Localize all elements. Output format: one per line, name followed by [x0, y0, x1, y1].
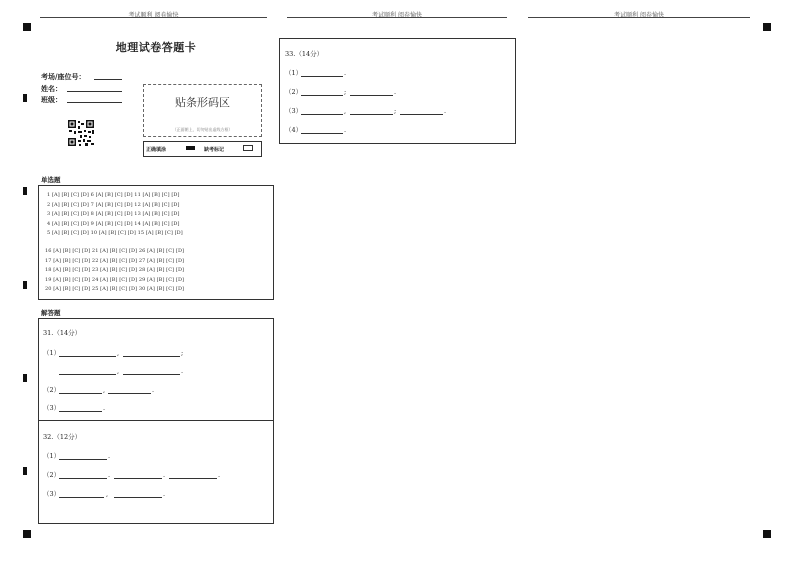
separator: ; [394, 107, 397, 115]
barcode-title: 贴条形码区 [175, 96, 230, 109]
question-31-title: 31.（14分） [43, 329, 82, 337]
side-mark [23, 187, 27, 195]
q31-part-2-label: （2） [43, 386, 61, 394]
corner-mark-top-right [763, 23, 771, 31]
q32-answer-line[interactable] [59, 497, 104, 498]
q31-answer-line[interactable] [59, 374, 116, 375]
separator: , [103, 386, 106, 394]
q33-answer-line[interactable] [301, 114, 343, 115]
separator: , [106, 490, 109, 498]
fill-legend [143, 141, 262, 157]
separator: . [394, 88, 397, 96]
q32-answer-line[interactable] [59, 478, 107, 479]
side-mark [23, 281, 27, 289]
separator: . [344, 126, 347, 134]
class-label: 班级： [41, 95, 62, 104]
separator: , [117, 367, 120, 375]
mc-row[interactable]: 2 [A] [B] [C] [D] 7 [A] [B] [C] [D] 12 [A] [B] [C] [D] [47, 201, 180, 208]
side-mark [23, 94, 27, 102]
q33-part-1-label: （1） [285, 69, 303, 77]
separator: , [344, 107, 347, 115]
q31-answer-line[interactable] [59, 356, 116, 357]
q31-answer-line[interactable] [108, 393, 151, 394]
question-33-title: 33.（14分） [285, 50, 324, 58]
absent-mark-box[interactable] [243, 145, 253, 151]
question-31-box [38, 318, 274, 421]
q32-part-3-label: （3） [43, 490, 61, 498]
q31-answer-line[interactable] [123, 374, 180, 375]
absent-mark-label: 缺考标记 [204, 147, 225, 153]
name-field[interactable] [67, 91, 122, 92]
header-text-1: 考试顺利 阅卷愉快 [128, 12, 179, 19]
corner-mark-bottom-left [23, 530, 31, 538]
q32-answer-line[interactable] [169, 478, 217, 479]
header-line-1 [40, 17, 267, 18]
separator: . [103, 404, 106, 412]
separator: . [444, 107, 447, 115]
q31-part-3-label: （3） [43, 404, 61, 412]
section-label-single-choice: 单选题 [41, 176, 61, 184]
q32-answer-line[interactable] [59, 459, 107, 460]
side-mark [23, 374, 27, 382]
q33-part-4-label: （4） [285, 126, 303, 134]
barcode-note: （正面朝上，切勿贴出虚线方框） [172, 127, 233, 132]
q31-part-1-label: （1） [43, 349, 61, 357]
header-text-2: 考试顺利 阅卷愉快 [372, 12, 422, 19]
q33-answer-line[interactable] [350, 95, 393, 96]
separator: . [163, 471, 166, 479]
separator: . [108, 471, 111, 479]
seat-number-field[interactable] [94, 79, 122, 80]
separator: . [152, 386, 155, 394]
question-32-box [38, 420, 274, 524]
class-field[interactable] [67, 102, 122, 103]
q32-answer-line[interactable] [114, 497, 162, 498]
section-label-answer: 解答题 [41, 309, 61, 317]
seat-number-label: 考场/座位号： [41, 72, 86, 81]
q33-answer-line[interactable] [301, 133, 343, 134]
single-choice-box [38, 185, 274, 300]
q33-answer-line[interactable] [301, 76, 343, 77]
q33-answer-line[interactable] [350, 114, 393, 115]
corner-mark-top-left [23, 23, 31, 31]
header-line-3 [528, 17, 750, 18]
q31-answer-line[interactable] [123, 356, 180, 357]
mc-row[interactable]: 4 [A] [B] [C] [D] 9 [A] [B] [C] [D] 14 [A] [B] [C] [D] [47, 220, 180, 227]
question-32-title: 32.（12分） [43, 433, 82, 441]
q33-answer-line[interactable] [400, 114, 443, 115]
mc-row[interactable]: 19 [A] [B] [C] [D] 24 [A] [B] [C] [D] 29 [A] [B] [C] [D] [45, 276, 185, 283]
separator: . [218, 471, 221, 479]
mc-row[interactable]: 1 [A] [B] [C] [D] 6 [A] [B] [C] [D] 11 [A] [B] [C] [D] [47, 192, 180, 198]
corner-mark-bottom-right [763, 530, 771, 538]
q32-part-1-label: （1） [43, 452, 61, 460]
question-33-box [279, 38, 516, 144]
separator: . [181, 367, 184, 375]
q32-answer-line[interactable] [114, 478, 162, 479]
mc-row[interactable]: 5 [A] [B] [C] [D] 10 [A] [B] [C] [D] 15 [A] [B] [C] [D] [47, 230, 183, 236]
q32-part-2-label: （2） [43, 471, 61, 479]
correct-fill-sample [186, 146, 195, 150]
correct-fill-label: 正确填涂 [146, 147, 167, 153]
q31-answer-line[interactable] [59, 411, 102, 412]
side-mark [23, 467, 27, 475]
mc-row[interactable]: 3 [A] [B] [C] [D] 8 [A] [B] [C] [D] 13 [A] [B] [C] [D] [47, 211, 180, 217]
separator: , [117, 349, 120, 357]
q33-answer-line[interactable] [301, 95, 343, 96]
q31-answer-line[interactable] [59, 393, 102, 394]
separator: ; [344, 88, 347, 96]
qr-code-icon [67, 119, 95, 147]
mc-row[interactable]: 20 [A] [B] [C] [D] 25 [A] [B] [C] [D] 30 [A] [B] [C] [D] [45, 286, 185, 292]
page-title: 地理试卷答题卡 [115, 41, 197, 54]
separator: ; [181, 349, 184, 357]
header-text-3: 考试顺利 阅卷愉快 [614, 12, 664, 19]
mc-row[interactable]: 18 [A] [B] [C] [D] 23 [A] [B] [C] [D] 28 [A] [B] [C] [D] [45, 267, 185, 273]
header-line-2 [287, 17, 507, 18]
name-label: 姓名： [41, 84, 62, 93]
q33-part-2-label: （2） [285, 88, 303, 96]
mc-row[interactable]: 17 [A] [B] [C] [D] 22 [A] [B] [C] [D] 27 [A] [B] [C] [D] [45, 257, 185, 264]
mc-row[interactable]: 16 [A] [B] [C] [D] 21 [A] [B] [C] [D] 26 [A] [B] [C] [D] [45, 248, 185, 254]
separator: . [344, 69, 347, 77]
separator: . [108, 452, 111, 460]
q33-part-3-label: （3） [285, 107, 303, 115]
barcode-area [143, 84, 262, 137]
separator: . [163, 490, 166, 498]
